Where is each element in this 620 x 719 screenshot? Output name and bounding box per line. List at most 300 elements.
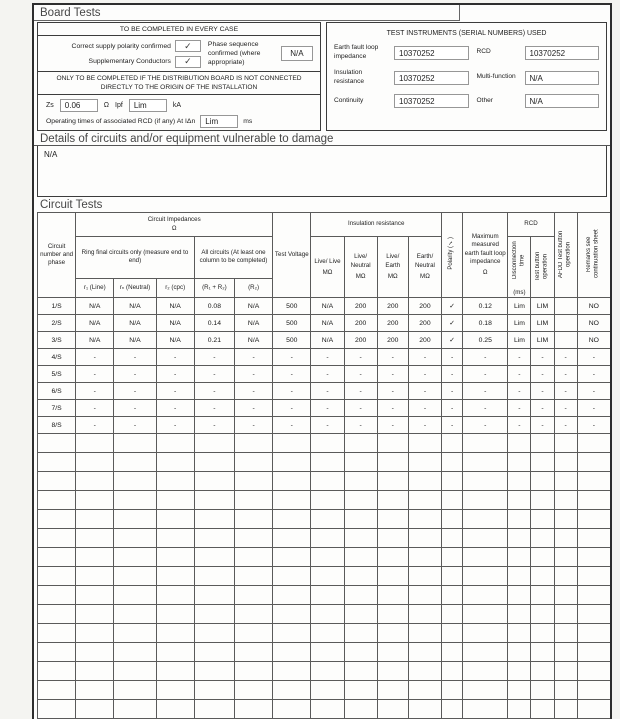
value-cell: -	[344, 349, 377, 366]
empty-cell	[408, 491, 441, 510]
phase-sequence-field[interactable]: N/A	[281, 46, 313, 61]
rcd-operating-times-field[interactable]: Lim	[200, 115, 238, 128]
empty-cell	[38, 681, 76, 700]
empty-cell	[463, 548, 508, 567]
note-line-2: DIRECTLY TO THE ORIGIN OF THE INSTALLATION	[100, 83, 258, 91]
empty-cell	[577, 586, 610, 605]
empty-cell	[554, 605, 577, 624]
empty-cell	[554, 643, 577, 662]
table-row-empty	[38, 662, 611, 681]
value-cell: N/A	[114, 315, 156, 332]
supplementary-conductors-row	[42, 56, 201, 68]
value-cell: -	[531, 400, 554, 417]
value-cell: N/A	[114, 298, 156, 315]
empty-cell	[311, 567, 344, 586]
table-row-empty	[38, 491, 611, 510]
empty-cell	[554, 662, 577, 681]
zs-ipf-row	[38, 95, 320, 113]
table-row-empty	[38, 567, 611, 586]
value-cell: -	[311, 417, 344, 434]
empty-cell	[311, 529, 344, 548]
empty-cell	[234, 453, 272, 472]
empty-cell	[408, 643, 441, 662]
empty-cell	[38, 453, 76, 472]
earth-neutral-label: Earth/ Neutral	[414, 253, 435, 269]
empty-cell	[114, 434, 156, 453]
value-cell: ✓	[442, 315, 463, 332]
value-cell: -	[377, 400, 408, 417]
value-cell: -	[408, 366, 441, 383]
empty-cell	[408, 529, 441, 548]
empty-cell	[531, 681, 554, 700]
empty-cell	[234, 681, 272, 700]
value-cell: -	[344, 417, 377, 434]
empty-cell	[194, 548, 234, 567]
table-row	[38, 383, 611, 400]
value-cell: -	[76, 417, 114, 434]
empty-cell	[408, 700, 441, 719]
empty-cell	[156, 567, 194, 586]
empty-cell	[508, 548, 531, 567]
empty-cell	[377, 700, 408, 719]
value-cell: -	[408, 400, 441, 417]
empty-cell	[408, 453, 441, 472]
circuit-number-cell: 3/S	[38, 332, 76, 349]
empty-cell	[273, 662, 311, 681]
multi-function-label: Multi-function	[476, 73, 516, 81]
table-row	[38, 315, 611, 332]
value-cell: N/A	[76, 315, 114, 332]
empty-cell	[194, 681, 234, 700]
empty-cell	[156, 681, 194, 700]
empty-cell	[508, 643, 531, 662]
value-cell: -	[377, 383, 408, 400]
value-cell: N/A	[311, 298, 344, 315]
other-instrument-label: Other	[476, 96, 493, 104]
table-row	[38, 349, 611, 366]
value-cell: -	[156, 400, 194, 417]
circuit-table-body	[38, 298, 611, 719]
empty-cell	[311, 624, 344, 643]
empty-cell	[76, 491, 114, 510]
value-cell: -	[442, 383, 463, 400]
zs-unit: Ω	[103, 101, 110, 109]
empty-cell	[531, 434, 554, 453]
empty-cell	[463, 567, 508, 586]
value-cell: -	[234, 349, 272, 366]
value-cell: -	[194, 349, 234, 366]
empty-cell	[156, 434, 194, 453]
empty-cell	[76, 624, 114, 643]
table-row	[38, 400, 611, 417]
value-cell: N/A	[156, 315, 194, 332]
empty-cell	[408, 624, 441, 643]
test-instruments-grid	[334, 44, 599, 108]
empty-cell	[463, 434, 508, 453]
empty-cell	[463, 681, 508, 700]
empty-cell	[38, 529, 76, 548]
empty-cell	[344, 605, 377, 624]
value-cell: -	[377, 349, 408, 366]
supplementary-conductors-checkbox[interactable]: ✓	[175, 56, 201, 68]
details-vulnerable-field[interactable]: N/A	[37, 146, 607, 197]
value-cell: -	[554, 366, 577, 383]
empty-cell	[76, 453, 114, 472]
col-header-r1-line: r₁ (Line)	[76, 278, 114, 298]
empty-cell	[377, 681, 408, 700]
empty-cell	[311, 510, 344, 529]
value-cell: -	[442, 349, 463, 366]
col-header-polarity	[442, 213, 463, 298]
empty-cell	[344, 529, 377, 548]
empty-cell	[311, 491, 344, 510]
insulation-resistance-field[interactable]: 10370252	[394, 71, 469, 85]
empty-cell	[442, 453, 463, 472]
empty-cell	[577, 662, 610, 681]
value-cell: -	[273, 400, 311, 417]
value-cell: N/A	[76, 298, 114, 315]
value-cell: -	[408, 383, 441, 400]
live-neutral-label: Live/ Neutral	[350, 253, 371, 269]
value-cell: -	[76, 383, 114, 400]
value-cell: 500	[273, 315, 311, 332]
empty-cell	[156, 548, 194, 567]
empty-cell	[531, 700, 554, 719]
col-header-live-neutral	[344, 237, 377, 298]
table-row-empty	[38, 548, 611, 567]
value-cell: -	[531, 366, 554, 383]
value-cell: 200	[344, 298, 377, 315]
empty-cell	[234, 548, 272, 567]
empty-cell	[273, 681, 311, 700]
empty-cell	[531, 453, 554, 472]
empty-cell	[194, 529, 234, 548]
value-cell: 200	[408, 315, 441, 332]
col-header-test-voltage: Test Voltage	[273, 213, 311, 298]
empty-cell	[408, 434, 441, 453]
phase-sequence-label: Phase sequence confirmed (where appropriate)	[207, 41, 261, 67]
empty-cell	[114, 529, 156, 548]
multi-function-field[interactable]: N/A	[525, 71, 600, 85]
value-cell: -	[408, 417, 441, 434]
empty-cell	[508, 624, 531, 643]
value-cell	[554, 298, 577, 315]
empty-cell	[577, 548, 610, 567]
empty-cell	[554, 453, 577, 472]
value-cell: -	[577, 366, 610, 383]
empty-cell	[577, 643, 610, 662]
empty-cell	[554, 510, 577, 529]
value-cell: 200	[377, 298, 408, 315]
empty-cell	[442, 529, 463, 548]
value-cell: -	[377, 417, 408, 434]
empty-cell	[442, 643, 463, 662]
value-cell: -	[114, 366, 156, 383]
empty-cell	[194, 567, 234, 586]
check-area	[38, 36, 320, 71]
empty-cell	[377, 548, 408, 567]
value-cell: -	[508, 366, 531, 383]
group-header-all-circuits: All circuits (At least one column to be completed)	[194, 237, 272, 279]
empty-cell	[273, 548, 311, 567]
polarity-rotated-label: Polarity (✓)	[448, 237, 455, 270]
empty-cell	[311, 662, 344, 681]
empty-cell	[508, 472, 531, 491]
continuity-field[interactable]: 10370252	[394, 94, 469, 108]
empty-cell	[156, 472, 194, 491]
value-cell: 0.12	[463, 298, 508, 315]
value-cell: N/A	[311, 315, 344, 332]
empty-cell	[38, 586, 76, 605]
ipf-label: Ipf	[115, 101, 123, 109]
value-cell: 0.25	[463, 332, 508, 349]
value-cell: -	[311, 400, 344, 417]
empty-cell	[577, 624, 610, 643]
empty-cell	[234, 510, 272, 529]
value-cell: 0.08	[194, 298, 234, 315]
every-case-header: TO BE COMPLETED IN EVERY CASE	[38, 23, 320, 36]
value-cell: -	[554, 349, 577, 366]
empty-cell	[38, 510, 76, 529]
test-button-rotated-label: Test button operation	[535, 250, 549, 281]
rcd-operating-times-label: Operating times of associated RCD (if any) At IΔn	[46, 117, 196, 125]
empty-cell	[194, 453, 234, 472]
col-header-remarks	[577, 213, 610, 298]
empty-cell	[442, 605, 463, 624]
empty-cell	[408, 662, 441, 681]
phase-sequence-row	[201, 40, 316, 68]
table-row	[38, 417, 611, 434]
value-cell: Lim	[508, 315, 531, 332]
empty-cell	[377, 472, 408, 491]
empty-cell	[76, 567, 114, 586]
col-header-afdd	[554, 213, 577, 298]
group-header-rcd: RCD	[508, 213, 554, 237]
value-cell: -	[156, 366, 194, 383]
empty-cell	[577, 453, 610, 472]
empty-cell	[76, 548, 114, 567]
empty-cell	[442, 700, 463, 719]
value-cell: -	[577, 349, 610, 366]
rcd-instrument-field[interactable]: 10370252	[525, 46, 600, 60]
empty-cell	[273, 567, 311, 586]
empty-cell	[311, 434, 344, 453]
zs-field[interactable]: 0.06	[60, 99, 98, 112]
empty-cell	[554, 624, 577, 643]
col-header-rn-neutral: rₙ (Neutral)	[114, 278, 156, 298]
ipf-field[interactable]: Lim	[129, 99, 167, 112]
empty-cell	[577, 434, 610, 453]
group-header-circuit-impedances	[76, 213, 273, 237]
empty-cell	[377, 567, 408, 586]
earth-fault-loop-field[interactable]: 10370252	[394, 46, 469, 60]
empty-cell	[344, 643, 377, 662]
value-cell: N/A	[311, 332, 344, 349]
empty-cell	[531, 605, 554, 624]
empty-cell	[38, 643, 76, 662]
table-row-empty	[38, 434, 611, 453]
empty-cell	[344, 586, 377, 605]
value-cell: -	[508, 400, 531, 417]
table-row-empty	[38, 510, 611, 529]
empty-cell	[377, 624, 408, 643]
empty-cell	[531, 624, 554, 643]
value-cell: -	[554, 383, 577, 400]
value-cell: -	[554, 400, 577, 417]
polarity-confirmed-label: Correct supply polarity confirmed	[71, 42, 171, 50]
empty-cell	[234, 662, 272, 681]
value-cell: -	[273, 366, 311, 383]
empty-cell	[76, 643, 114, 662]
value-cell: -	[76, 366, 114, 383]
board-tests-panels	[34, 21, 610, 131]
every-case-panel	[37, 22, 321, 131]
afdd-rotated-label: AFDD Test button operation	[558, 229, 572, 278]
empty-cell	[114, 586, 156, 605]
test-instruments-header: TEST INSTRUMENTS (SERIAL NUMBERS) USED	[386, 30, 547, 37]
value-cell: -	[377, 366, 408, 383]
value-cell: -	[531, 383, 554, 400]
empty-cell	[463, 624, 508, 643]
distribution-board-note	[38, 71, 320, 95]
empty-cell	[194, 700, 234, 719]
empty-cell	[76, 510, 114, 529]
col-header-r2-cpc: r₂ (cpc)	[156, 278, 194, 298]
group-header-ring-final: Ring final circuits only (measure end to end)	[76, 237, 195, 279]
empty-cell	[76, 700, 114, 719]
empty-cell	[531, 529, 554, 548]
empty-cell	[442, 586, 463, 605]
empty-cell	[76, 605, 114, 624]
empty-cell	[377, 643, 408, 662]
table-row-empty	[38, 605, 611, 624]
empty-cell	[234, 491, 272, 510]
empty-cell	[377, 529, 408, 548]
value-cell: -	[531, 349, 554, 366]
value-cell: N/A	[234, 298, 272, 315]
empty-cell	[38, 567, 76, 586]
empty-cell	[311, 472, 344, 491]
empty-cell	[577, 605, 610, 624]
col-header-live-live	[311, 237, 344, 298]
table-row-empty	[38, 700, 611, 719]
value-cell: -	[344, 383, 377, 400]
circuit-impedances-unit: Ω	[171, 224, 177, 232]
empty-cell	[234, 567, 272, 586]
empty-cell	[554, 529, 577, 548]
empty-cell	[311, 586, 344, 605]
value-cell: -	[234, 417, 272, 434]
empty-cell	[234, 434, 272, 453]
table-row	[38, 366, 611, 383]
value-cell: 200	[377, 332, 408, 349]
value-cell: N/A	[114, 332, 156, 349]
empty-cell	[273, 491, 311, 510]
value-cell: -	[508, 383, 531, 400]
empty-cell	[194, 472, 234, 491]
empty-cell	[194, 434, 234, 453]
empty-cell	[38, 434, 76, 453]
empty-cell	[463, 453, 508, 472]
value-cell: 200	[408, 332, 441, 349]
polarity-confirmed-row	[42, 40, 201, 52]
table-row	[38, 298, 611, 315]
empty-cell	[344, 453, 377, 472]
value-cell: 0.21	[194, 332, 234, 349]
value-cell: -	[194, 417, 234, 434]
value-cell: N/A	[76, 332, 114, 349]
empty-cell	[554, 567, 577, 586]
empty-cell	[344, 491, 377, 510]
value-cell: -	[508, 417, 531, 434]
empty-cell	[408, 567, 441, 586]
empty-cell	[311, 548, 344, 567]
value-cell: -	[114, 417, 156, 434]
empty-cell	[531, 472, 554, 491]
live-earth-label: Live/ Earth	[385, 253, 401, 269]
value-cell: -	[156, 417, 194, 434]
empty-cell	[114, 567, 156, 586]
value-cell: -	[463, 417, 508, 434]
value-cell: NO	[577, 315, 610, 332]
value-cell: 0.14	[194, 315, 234, 332]
empty-cell	[531, 567, 554, 586]
empty-cell	[273, 700, 311, 719]
value-cell: -	[531, 417, 554, 434]
value-cell: 500	[273, 332, 311, 349]
empty-cell	[311, 681, 344, 700]
circuit-number-cell: 4/S	[38, 349, 76, 366]
table-row-empty	[38, 529, 611, 548]
col-header-live-earth	[377, 237, 408, 298]
live-earth-unit: MΩ	[387, 272, 398, 280]
empty-cell	[234, 529, 272, 548]
value-cell: -	[194, 383, 234, 400]
live-neutral-unit: MΩ	[355, 272, 366, 280]
empty-cell	[234, 605, 272, 624]
circuit-tests-table	[37, 212, 611, 719]
max-zs-label: Maximum measured earth fault loop impedance	[464, 233, 506, 265]
empty-cell	[194, 491, 234, 510]
value-cell: -	[114, 349, 156, 366]
empty-cell	[344, 567, 377, 586]
polarity-confirmed-checkbox[interactable]: ✓	[175, 40, 201, 52]
ipf-unit: kA	[172, 101, 181, 109]
empty-cell	[76, 586, 114, 605]
value-cell: -	[76, 400, 114, 417]
other-instrument-field[interactable]: N/A	[525, 94, 600, 108]
empty-cell	[377, 662, 408, 681]
empty-cell	[577, 529, 610, 548]
empty-cell	[508, 529, 531, 548]
value-cell: 200	[408, 298, 441, 315]
empty-cell	[408, 510, 441, 529]
empty-cell	[344, 662, 377, 681]
empty-cell	[531, 491, 554, 510]
empty-cell	[463, 586, 508, 605]
empty-cell	[463, 662, 508, 681]
empty-cell	[38, 700, 76, 719]
empty-cell	[311, 605, 344, 624]
empty-cell	[311, 700, 344, 719]
empty-cell	[577, 472, 610, 491]
empty-cell	[508, 681, 531, 700]
value-cell: 0.18	[463, 315, 508, 332]
empty-cell	[156, 605, 194, 624]
empty-cell	[156, 643, 194, 662]
value-cell: NO	[577, 298, 610, 315]
empty-cell	[344, 510, 377, 529]
